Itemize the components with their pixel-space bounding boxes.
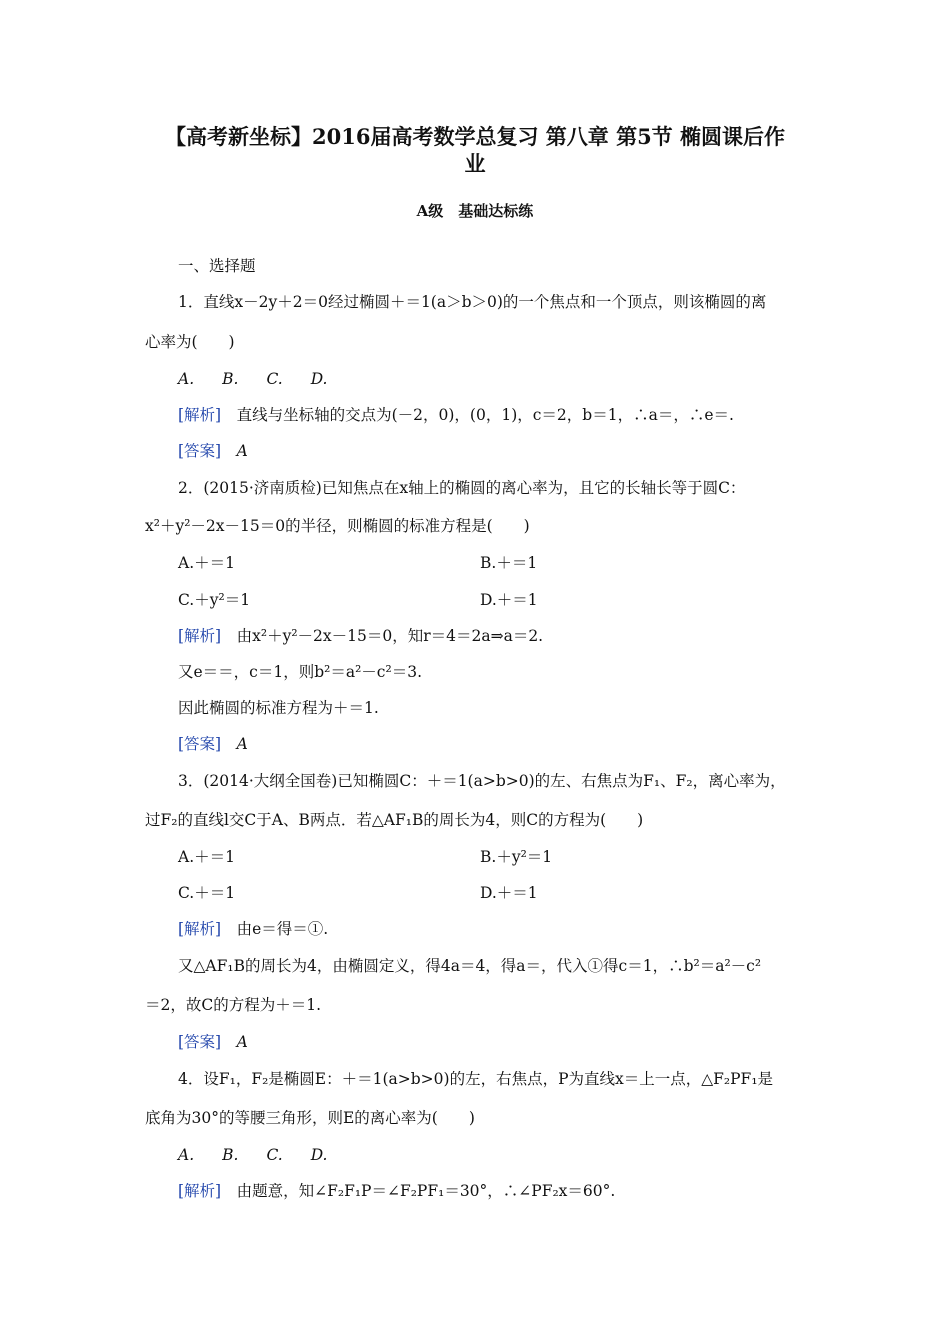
section-heading: 一、选择题 — [178, 257, 256, 275]
q2-stem-line-1: 2．(2015·济南质检)已知焦点在x轴上的椭圆的离心率为，且它的长轴长等于圆C： — [178, 479, 746, 497]
q2-stem-line-2: x²＋y²－2x－15＝0的半径，则椭圆的标准方程是( ) — [145, 517, 530, 535]
document-title — [130, 123, 820, 177]
q3-option-a: A.＋＝1 — [178, 848, 235, 866]
q1-option-a: A. — [178, 370, 195, 388]
level-heading: A级 基础达标练 — [416, 202, 534, 220]
answer-tag: [答案] — [178, 735, 222, 753]
q3-analysis — [178, 919, 328, 939]
q2-analysis-line-3: 因此椭圆的标准方程为＋＝1. — [178, 699, 379, 717]
q3-option-b: B.＋y²＝1 — [480, 848, 553, 866]
answer-tag: [答案] — [178, 442, 222, 460]
q4-analysis — [178, 1181, 615, 1201]
q3-stem-line-2: 过F₂的直线l交C于A、B两点．若△AF₁B的周长为4，则C的方程为( ) — [145, 811, 644, 829]
q4-options — [178, 1145, 328, 1165]
answer-tag: [答案] — [178, 1033, 222, 1051]
q4-option-a: A. — [178, 1146, 195, 1164]
analysis-tag: [解析] — [178, 1182, 222, 1200]
q3-analysis-line-3: ＝2，故C的方程为＋＝1. — [145, 996, 322, 1014]
analysis-tag: [解析] — [178, 920, 222, 938]
q2-option-c: C.＋y²＝1 — [178, 591, 251, 609]
q4-option-b: B. — [222, 1146, 239, 1164]
q1-option-c: C. — [266, 370, 283, 388]
title-line-2: 业 — [464, 151, 486, 176]
q3-answer — [178, 1032, 248, 1052]
q1-option-b: B. — [222, 370, 239, 388]
q1-stem-line-1: 1．直线x－2y＋2＝0经过椭圆＋＝1(a＞b＞0)的一个焦点和一个顶点，则该椭圆的离 — [178, 293, 767, 311]
q1-stem-line-2: 心率为( ) — [145, 333, 235, 351]
q3-option-c: C.＋＝1 — [178, 884, 236, 902]
title-line-1: 【高考新坐标】2016届高考数学总复习 第八章 第5节 椭圆课后作 — [165, 124, 785, 149]
analysis-tag: [解析] — [178, 627, 222, 645]
q3-stem-line-1: 3．(2014·大纲全国卷)已知椭圆C：＋＝1(a>b>0)的左、右焦点为F₁、F₂，离心率为， — [178, 772, 786, 790]
q1-answer — [178, 441, 248, 461]
q1-answer-text: A — [221, 442, 248, 460]
q1-analysis-text: 直线与坐标轴的交点为(－2，0)，(0，1)，c＝2，b＝1，∴a＝，∴e＝. — [221, 406, 734, 424]
q2-analysis — [178, 626, 543, 646]
q3-option-d: D.＋＝1 — [480, 884, 538, 902]
q2-answer — [178, 734, 248, 754]
q3-analysis-text: 由e＝得＝①. — [221, 920, 329, 938]
q4-stem-line-1: 4．设F₁，F₂是椭圆E：＋＝1(a>b>0)的左，右焦点，P为直线x＝上一点，△F₂PF₁是 — [178, 1070, 774, 1088]
q2-option-b: B.＋＝1 — [480, 554, 538, 572]
q1-options — [178, 369, 328, 389]
q4-option-c: C. — [266, 1146, 283, 1164]
analysis-tag: [解析] — [178, 406, 222, 424]
q2-answer-text: A — [221, 735, 248, 753]
q2-option-a: A.＋＝1 — [178, 554, 235, 572]
q2-analysis-line-2: 又e＝＝，c＝1，则b²＝a²－c²＝3. — [178, 663, 422, 681]
q4-stem-line-2: 底角为30°的等腰三角形，则E的离心率为( ) — [145, 1109, 475, 1127]
q2-analysis-text: 由x²＋y²－2x－15＝0，知r＝4＝2a⇒a＝2. — [221, 627, 544, 645]
q2-option-d: D.＋＝1 — [480, 591, 538, 609]
q3-answer-text: A — [221, 1033, 248, 1051]
q4-option-d: D. — [310, 1146, 328, 1164]
q1-analysis — [178, 405, 734, 425]
q4-analysis-text: 由题意，知∠F₂F₁P＝∠F₂PF₁＝30°，∴∠PF₂x＝60°. — [221, 1182, 616, 1200]
q3-analysis-line-2: 又△AF₁B的周长为4，由椭圆定义，得4a＝4，得a＝，代入①得c＝1，∴b²＝a²－c² — [178, 957, 762, 975]
q1-option-d: D. — [310, 370, 328, 388]
